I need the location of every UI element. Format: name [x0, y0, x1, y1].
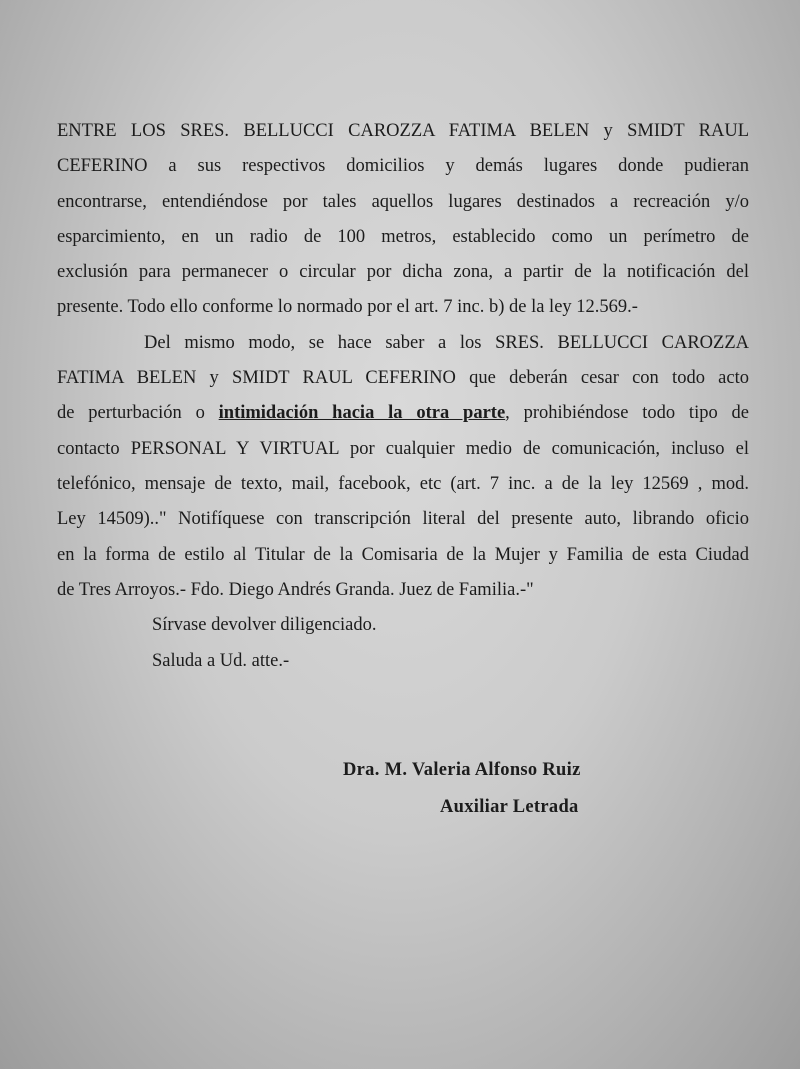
closing-request: Sírvase devolver diligenciado.	[152, 615, 377, 635]
paragraph-2-line-3	[57, 396, 749, 431]
document-body	[57, 114, 749, 608]
paragraph-2-line-8: de Tres Arroyos.- Fdo. Diego Andrés Granda. Juez de Familia.-"	[57, 579, 534, 600]
paragraph-2-line-7: en la forma de estilo al Titular de la Comisaria de la Mujer y Familia de esta Ciudad	[57, 544, 749, 565]
paragraph-2-line-3-end: , prohibiéndose todo tipo de	[505, 403, 749, 424]
paragraph-1-line-1: ENTRE LOS SRES. BELLUCCI CAROZZA FATIMA BELEN y SMIDT RAUL	[57, 121, 749, 141]
paragraph-1-line-3: encontrarse, entendiéndose por tales aquellos lugares destinados a recreación y/o	[57, 191, 749, 212]
signatory-title: Auxiliar Letrada	[440, 797, 579, 817]
paragraph-2-line-6: Ley 14509).." Notifíquese con transcripción literal del presente auto, librando oficio	[57, 509, 749, 530]
emphasized-phrase: intimidación hacia la otra parte	[218, 403, 506, 424]
paragraph-1-line-2: CEFERINO a sus respectivos domicilios y demás lugares donde pudieran	[57, 156, 749, 177]
paragraph-1-line-5: exclusión para permanecer o circular por dicha zona, a partir de la notificación del	[57, 262, 749, 283]
paragraph-2-line-3-start: de perturbación o	[57, 403, 219, 424]
paragraph-1-line-6: presente. Todo ello conforme lo normado por el art. 7 inc. b) de la ley 12.569.-	[57, 297, 638, 318]
paragraph-1-line-4: esparcimiento, en un radio de 100 metros, establecido como un perímetro de	[57, 226, 749, 247]
paragraph-2-line-2: FATIMA BELEN y SMIDT RAUL CEFERINO que deberán cesar con todo acto	[57, 368, 749, 389]
signatory-name: Dra. M. Valeria Alfonso Ruiz	[343, 760, 581, 780]
closing-greeting: Saluda a Ud. atte.-	[152, 651, 290, 671]
paragraph-2-line-1: Del mismo modo, se hace saber a los SRES. BELLUCCI CAROZZA	[144, 332, 749, 353]
paragraph-2-line-5: telefónico, mensaje de texto, mail, facebook, etc (art. 7 inc. a de la ley 12569 , mod.	[57, 473, 749, 494]
paragraph-2-line-4: contacto PERSONAL Y VIRTUAL por cualquier medio de comunicación, incluso el	[57, 438, 749, 459]
